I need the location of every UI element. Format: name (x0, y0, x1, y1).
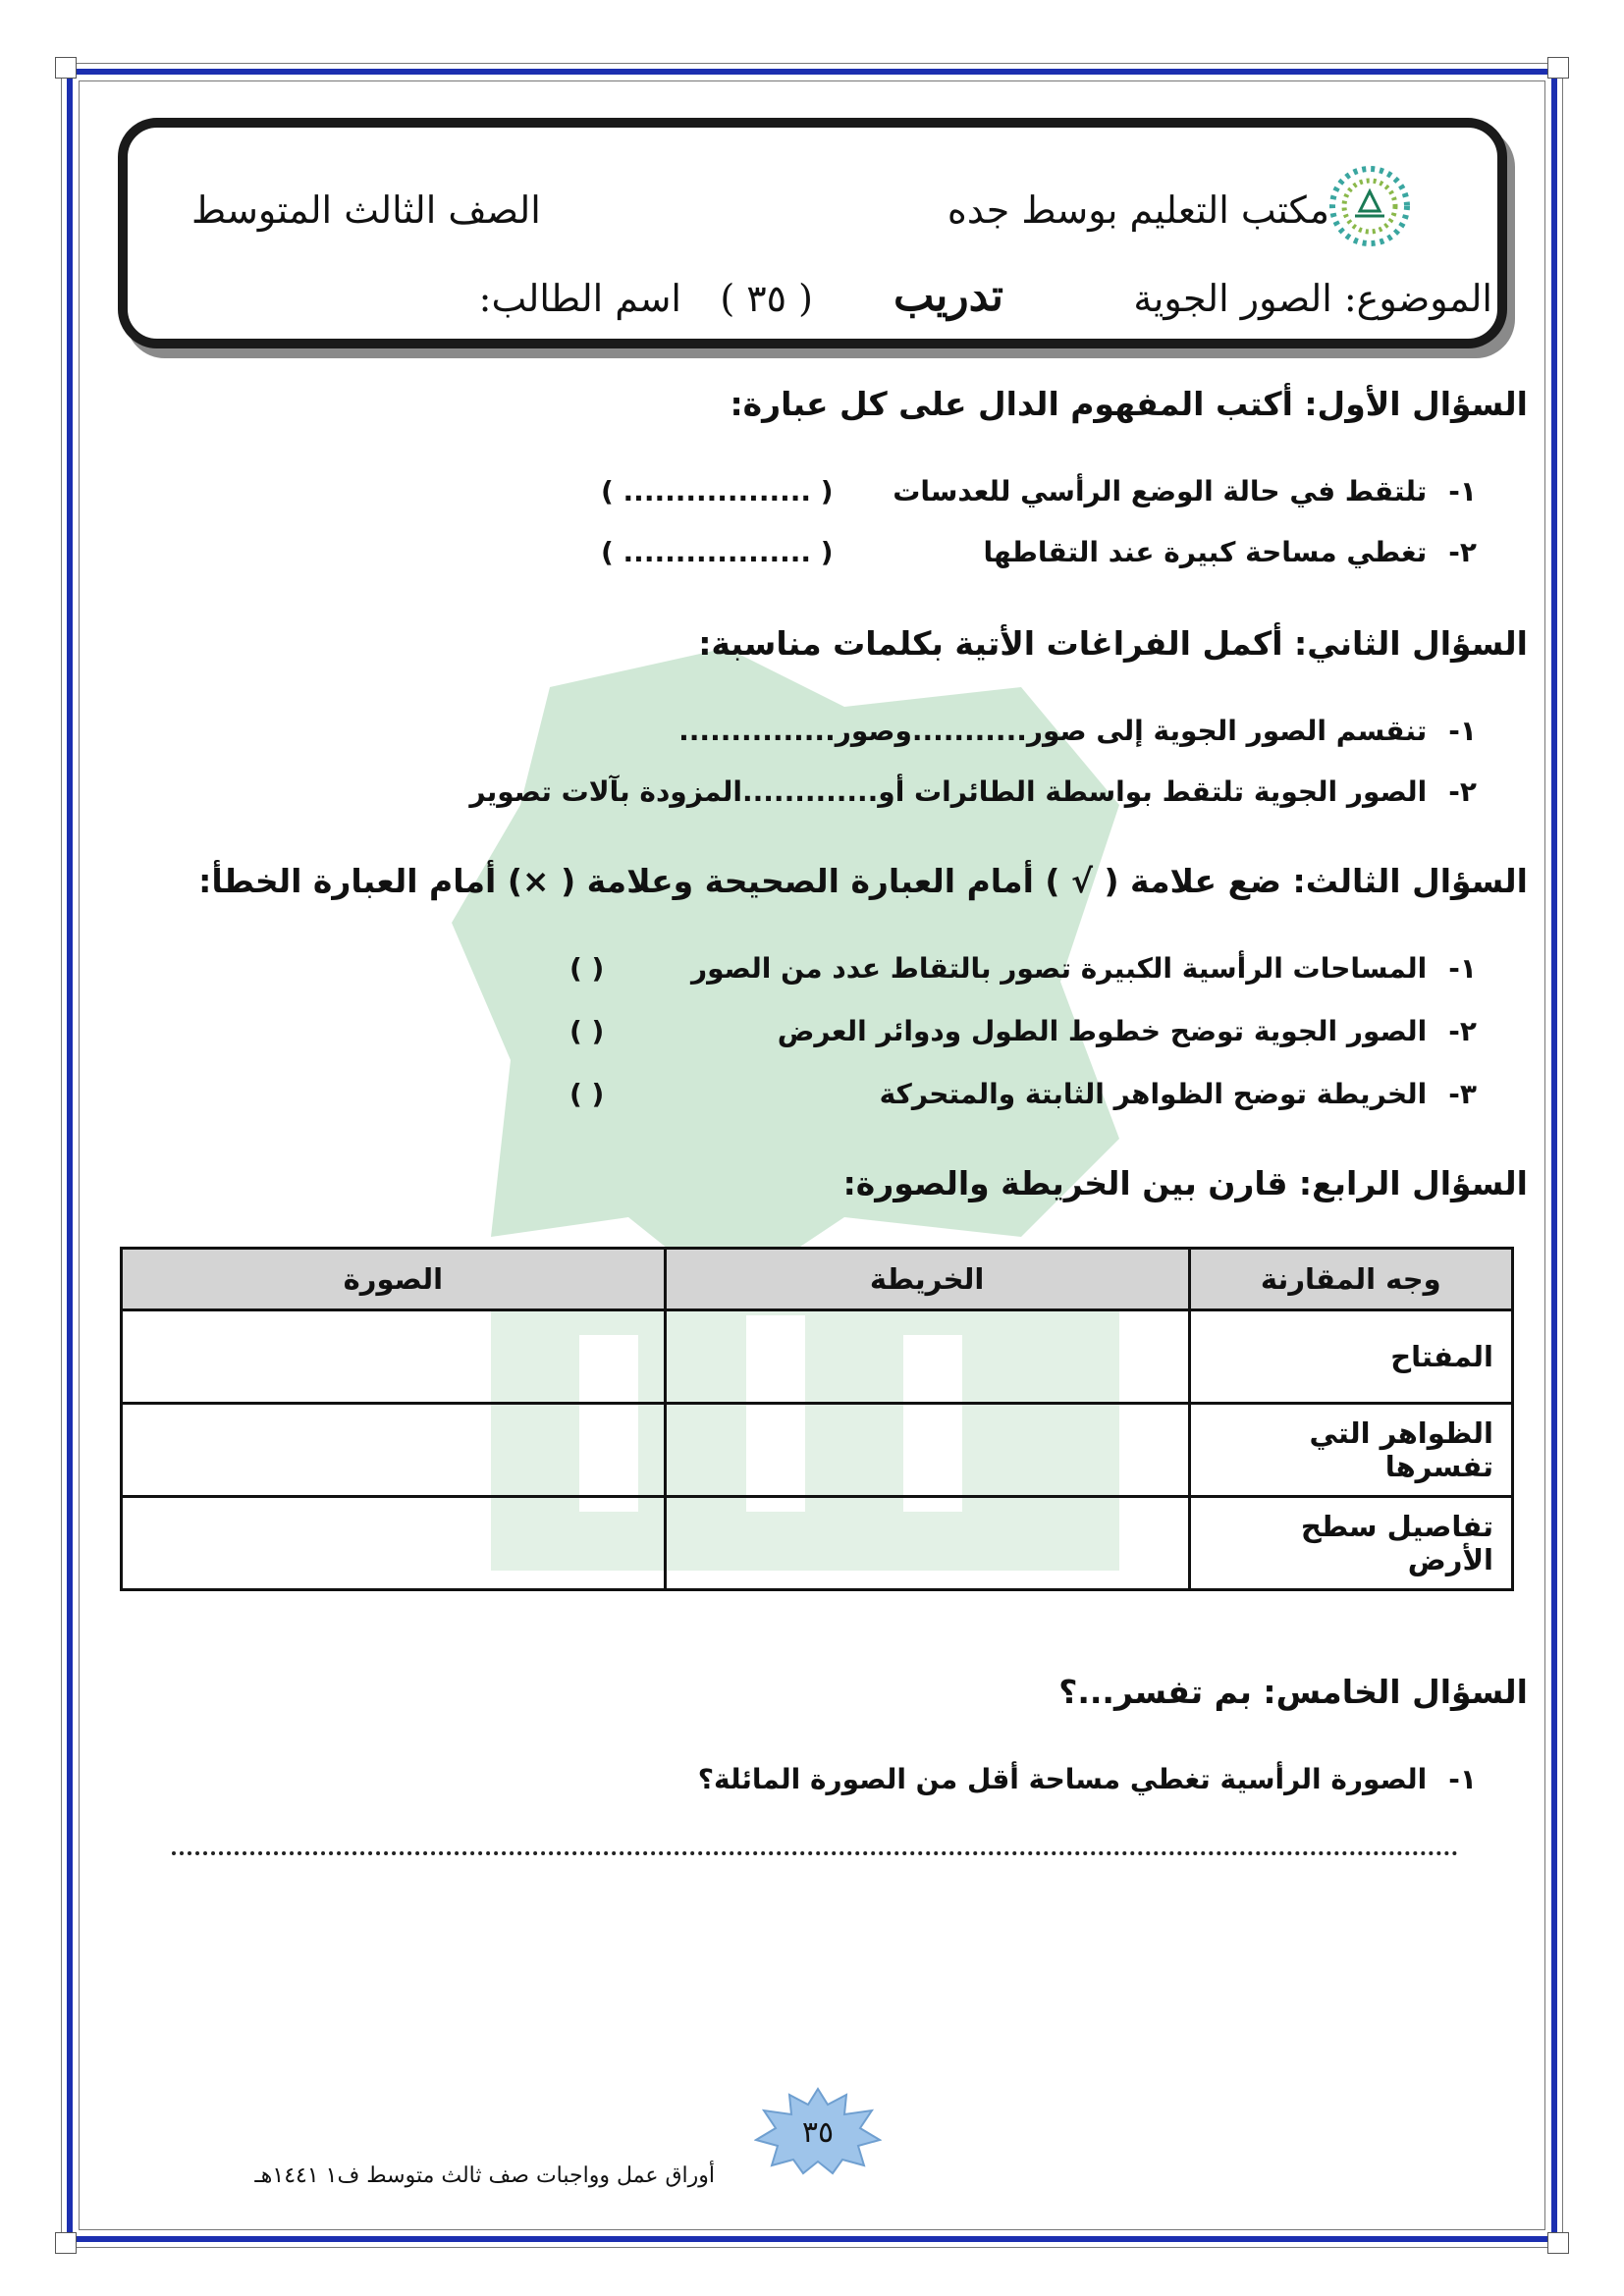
q2-item[interactable] (678, 715, 1477, 747)
q1-item-number: ١- (1448, 475, 1477, 507)
table-header: وجه المقارنة (1189, 1249, 1512, 1310)
q3-title: السؤال الثالث: ضع علامة ( √ ) أمام العبارة الصحيحة وعلامة ( ×) أمام العبارة الخطأ: (198, 862, 1528, 900)
q3-item (880, 1078, 1477, 1110)
q1-title: السؤال الأول: أكتب المفهوم الدال على كل عبارة: (730, 385, 1528, 423)
answer-cell[interactable] (122, 1310, 666, 1404)
training-label: تدريب (893, 271, 1003, 321)
q3-answer-bracket[interactable]: ( ) (569, 1078, 605, 1110)
table-row (122, 1310, 1513, 1404)
grade-label: الصف الثالث المتوسط (191, 188, 541, 232)
ministry-logo-icon (1316, 157, 1424, 255)
q3-item (778, 1015, 1477, 1047)
q3-answer-bracket[interactable]: ( ) (569, 952, 605, 985)
q1-item-text: تغطي مساحة كبيرة عند التقاطها (983, 536, 1428, 568)
corner-ornament (1547, 2232, 1569, 2254)
q2-item-text: الصور الجوية تلتقط بواسطة الطائرات أو.............المزودة بآلات تصوير (469, 775, 1428, 808)
comparison-table (120, 1247, 1514, 1591)
office-name: مكتب التعليم بوسط جده (947, 188, 1329, 232)
answer-cell[interactable] (122, 1497, 666, 1590)
q5-title: السؤال الخامس: بم تفسر...؟ (1058, 1673, 1528, 1711)
q3-item-text: الخريطة توضح الظواهر الثابتة والمتحركة (879, 1078, 1428, 1110)
student-name-label: اسم الطالب: (478, 277, 681, 320)
q3-item (691, 952, 1477, 985)
q1-item (983, 536, 1477, 568)
q1-answer-blank[interactable]: ( .................. ) (601, 536, 834, 568)
footer-note: أوراق عمل وواجبات صف ثالث متوسط ف١ ١٤٤١هـ (254, 2163, 715, 2188)
q3-item-number: ٣- (1448, 1078, 1477, 1110)
q5-item (698, 1763, 1477, 1795)
q1-item (893, 475, 1477, 507)
q3-item-text: المساحات الرأسية الكبيرة تصور بالتقاط عدد من الصور (690, 952, 1428, 985)
table-header: الصورة (122, 1249, 666, 1310)
q2-item[interactable] (469, 775, 1477, 808)
q2-item-number: ٢- (1448, 775, 1477, 808)
q1-item-text: تلتقط في حالة الوضع الرأسي للعدسات (893, 475, 1428, 507)
q3-answer-bracket[interactable]: ( ) (569, 1015, 605, 1047)
q2-item-text: تنقسم الصور الجوية إلى صور...........وصور............... (678, 715, 1428, 747)
training-number: ( ٣٥ ) (720, 277, 813, 320)
q2-item-number: ١- (1448, 715, 1477, 747)
row-label: المفتاح (1189, 1310, 1512, 1404)
answer-cell[interactable] (665, 1310, 1189, 1404)
table-row (122, 1497, 1513, 1590)
q2-title: السؤال الثاني: أكمل الفراغات الأتية بكلمات مناسبة: (698, 624, 1528, 663)
page-number-badge (754, 2087, 882, 2175)
page-number: ٣٥ (801, 2115, 835, 2150)
topic-label: الموضوع: الصور الجوية (1133, 277, 1492, 320)
q4-title: السؤال الرابع: قارن بين الخريطة والصورة: (842, 1164, 1528, 1202)
answer-cell[interactable] (122, 1404, 666, 1497)
answer-cell[interactable] (665, 1497, 1189, 1590)
corner-ornament (55, 2232, 77, 2254)
answer-cell[interactable] (665, 1404, 1189, 1497)
q1-item-number: ٢- (1448, 536, 1477, 568)
row-label: الظواهر التي تفسرها (1189, 1404, 1512, 1497)
q3-item-number: ٢- (1448, 1015, 1477, 1047)
corner-ornament (1547, 57, 1569, 79)
q3-item-number: ١- (1448, 952, 1477, 985)
table-header: الخريطة (665, 1249, 1189, 1310)
table-row (122, 1404, 1513, 1497)
q3-item-text: الصور الجوية توضح خطوط الطول ودوائر العرض (777, 1015, 1428, 1047)
table-header-row (122, 1249, 1513, 1310)
q1-answer-blank[interactable]: ( .................. ) (601, 475, 834, 507)
q5-item-number: ١- (1448, 1763, 1477, 1795)
corner-ornament (55, 57, 77, 79)
answer-line[interactable] (172, 1851, 1458, 1855)
q5-item-text: الصورة الرأسية تغطي مساحة أقل من الصورة المائلة؟ (697, 1763, 1428, 1795)
row-label: تفاصيل سطح الأرض (1189, 1497, 1512, 1590)
